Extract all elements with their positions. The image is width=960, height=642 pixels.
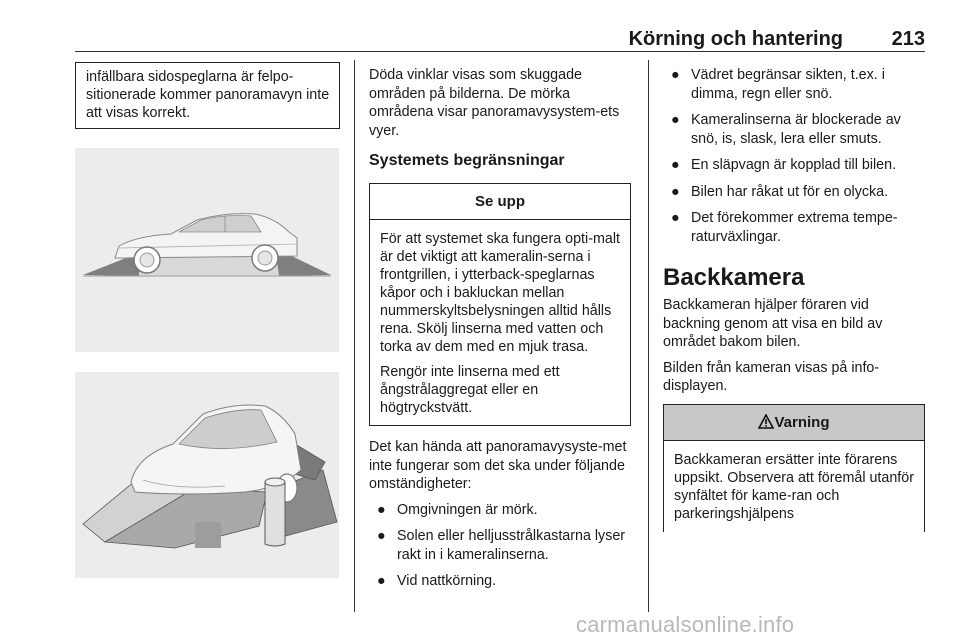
column-1 (75, 62, 340, 129)
caution-paragraph-1: För att systemet ska fungera opti-malt är det viktigt att kameralin-serna i frontgrillen, i ytterback-speglarnas kåpor och i bakluckan mellan nummerskyltsbelysningen alltid hålls rena. Skölj linserna med vatten och torka av dem med en mjuk trasa. (380, 231, 620, 355)
bullet-icon: ● (671, 210, 680, 226)
note-text: infällbara sidospeglarna är felpo-sitionerade kommer panoramavyn inte att visas korrekt. (86, 69, 330, 121)
section-subheading: Systemets begränsningar (369, 152, 565, 169)
warning-box (663, 404, 925, 532)
watermark: carmanualsonline.info (576, 612, 795, 637)
warning-text: Backkameran ersätter inte förarens uppsikt. Observera att föremål utanför synfältet för kame-ran och parkeringshjälpens (674, 452, 914, 522)
illustration-side-view-car (75, 148, 339, 352)
illustration-top-view-car (75, 372, 339, 578)
rear-camera-paragraph-1: Backkameran hjälper föraren vid backning genom att visa en bild av området bakom bilen. (663, 297, 883, 350)
bullet-icon: ● (377, 573, 386, 589)
column-3 (663, 66, 925, 532)
list-item: ● Omgivningen är mörk. (377, 501, 538, 518)
rear-camera-paragraph-2: Bilden från kameran visas på info-displayen. (663, 359, 880, 394)
bullet-icon: ● (671, 157, 680, 173)
note-box-continued (75, 62, 340, 129)
bullet-icon: ● (377, 501, 386, 518)
list-item: ● Solen eller helljusstrålkastarna lyser rakt in i kameralinserna. (377, 528, 626, 563)
conditions-list-continued (663, 66, 925, 246)
bullet-icon: ● (377, 528, 386, 544)
list-item: ● Kameralinserna är blockerade av snö, is, slask, lera eller smuts. (671, 112, 901, 147)
caution-paragraph-2: Rengör inte linserna med ett ångstrålaggregat eller en högtryckstvätt. (380, 364, 560, 416)
column-divider-1 (354, 60, 355, 612)
conditions-intro: Det kan hända att panoramavysyste-met inte fungerar som det ska under följande omständigheter: (369, 439, 627, 492)
intro-paragraph: Döda vinklar visas som skuggade områden på bilderna. De mörka områdena visar panoramavysystem-ets vyer. (369, 67, 620, 139)
list-item: ● Det förekommer extrema tempe-raturväxlingar. (671, 210, 898, 245)
bullet-icon: ● (671, 183, 680, 200)
list-item: ● Vid nattkörning. (377, 573, 497, 589)
bullet-icon: ● (671, 112, 680, 128)
page-header (75, 26, 925, 52)
caution-title: Se upp (370, 184, 630, 221)
column-divider-2 (648, 60, 649, 612)
warning-title: Varning (664, 405, 924, 442)
list-item: ● Vädret begränsar sikten, t.ex. i dimma, regn eller snö. (671, 67, 885, 102)
list-item: ● Bilen har råkat ut för en olycka. (671, 183, 889, 200)
section-heading: Backkamera (663, 264, 805, 291)
bullet-icon: ● (671, 67, 680, 83)
page-number: 213 (891, 28, 925, 50)
column-2 (369, 66, 631, 599)
chapter-title: Körning och hantering (628, 28, 843, 50)
conditions-list (369, 501, 631, 591)
warning-triangle-icon (758, 414, 774, 429)
caution-box (369, 183, 631, 427)
list-item: ● En släpvagn är kopplad till bilen. (671, 157, 897, 173)
